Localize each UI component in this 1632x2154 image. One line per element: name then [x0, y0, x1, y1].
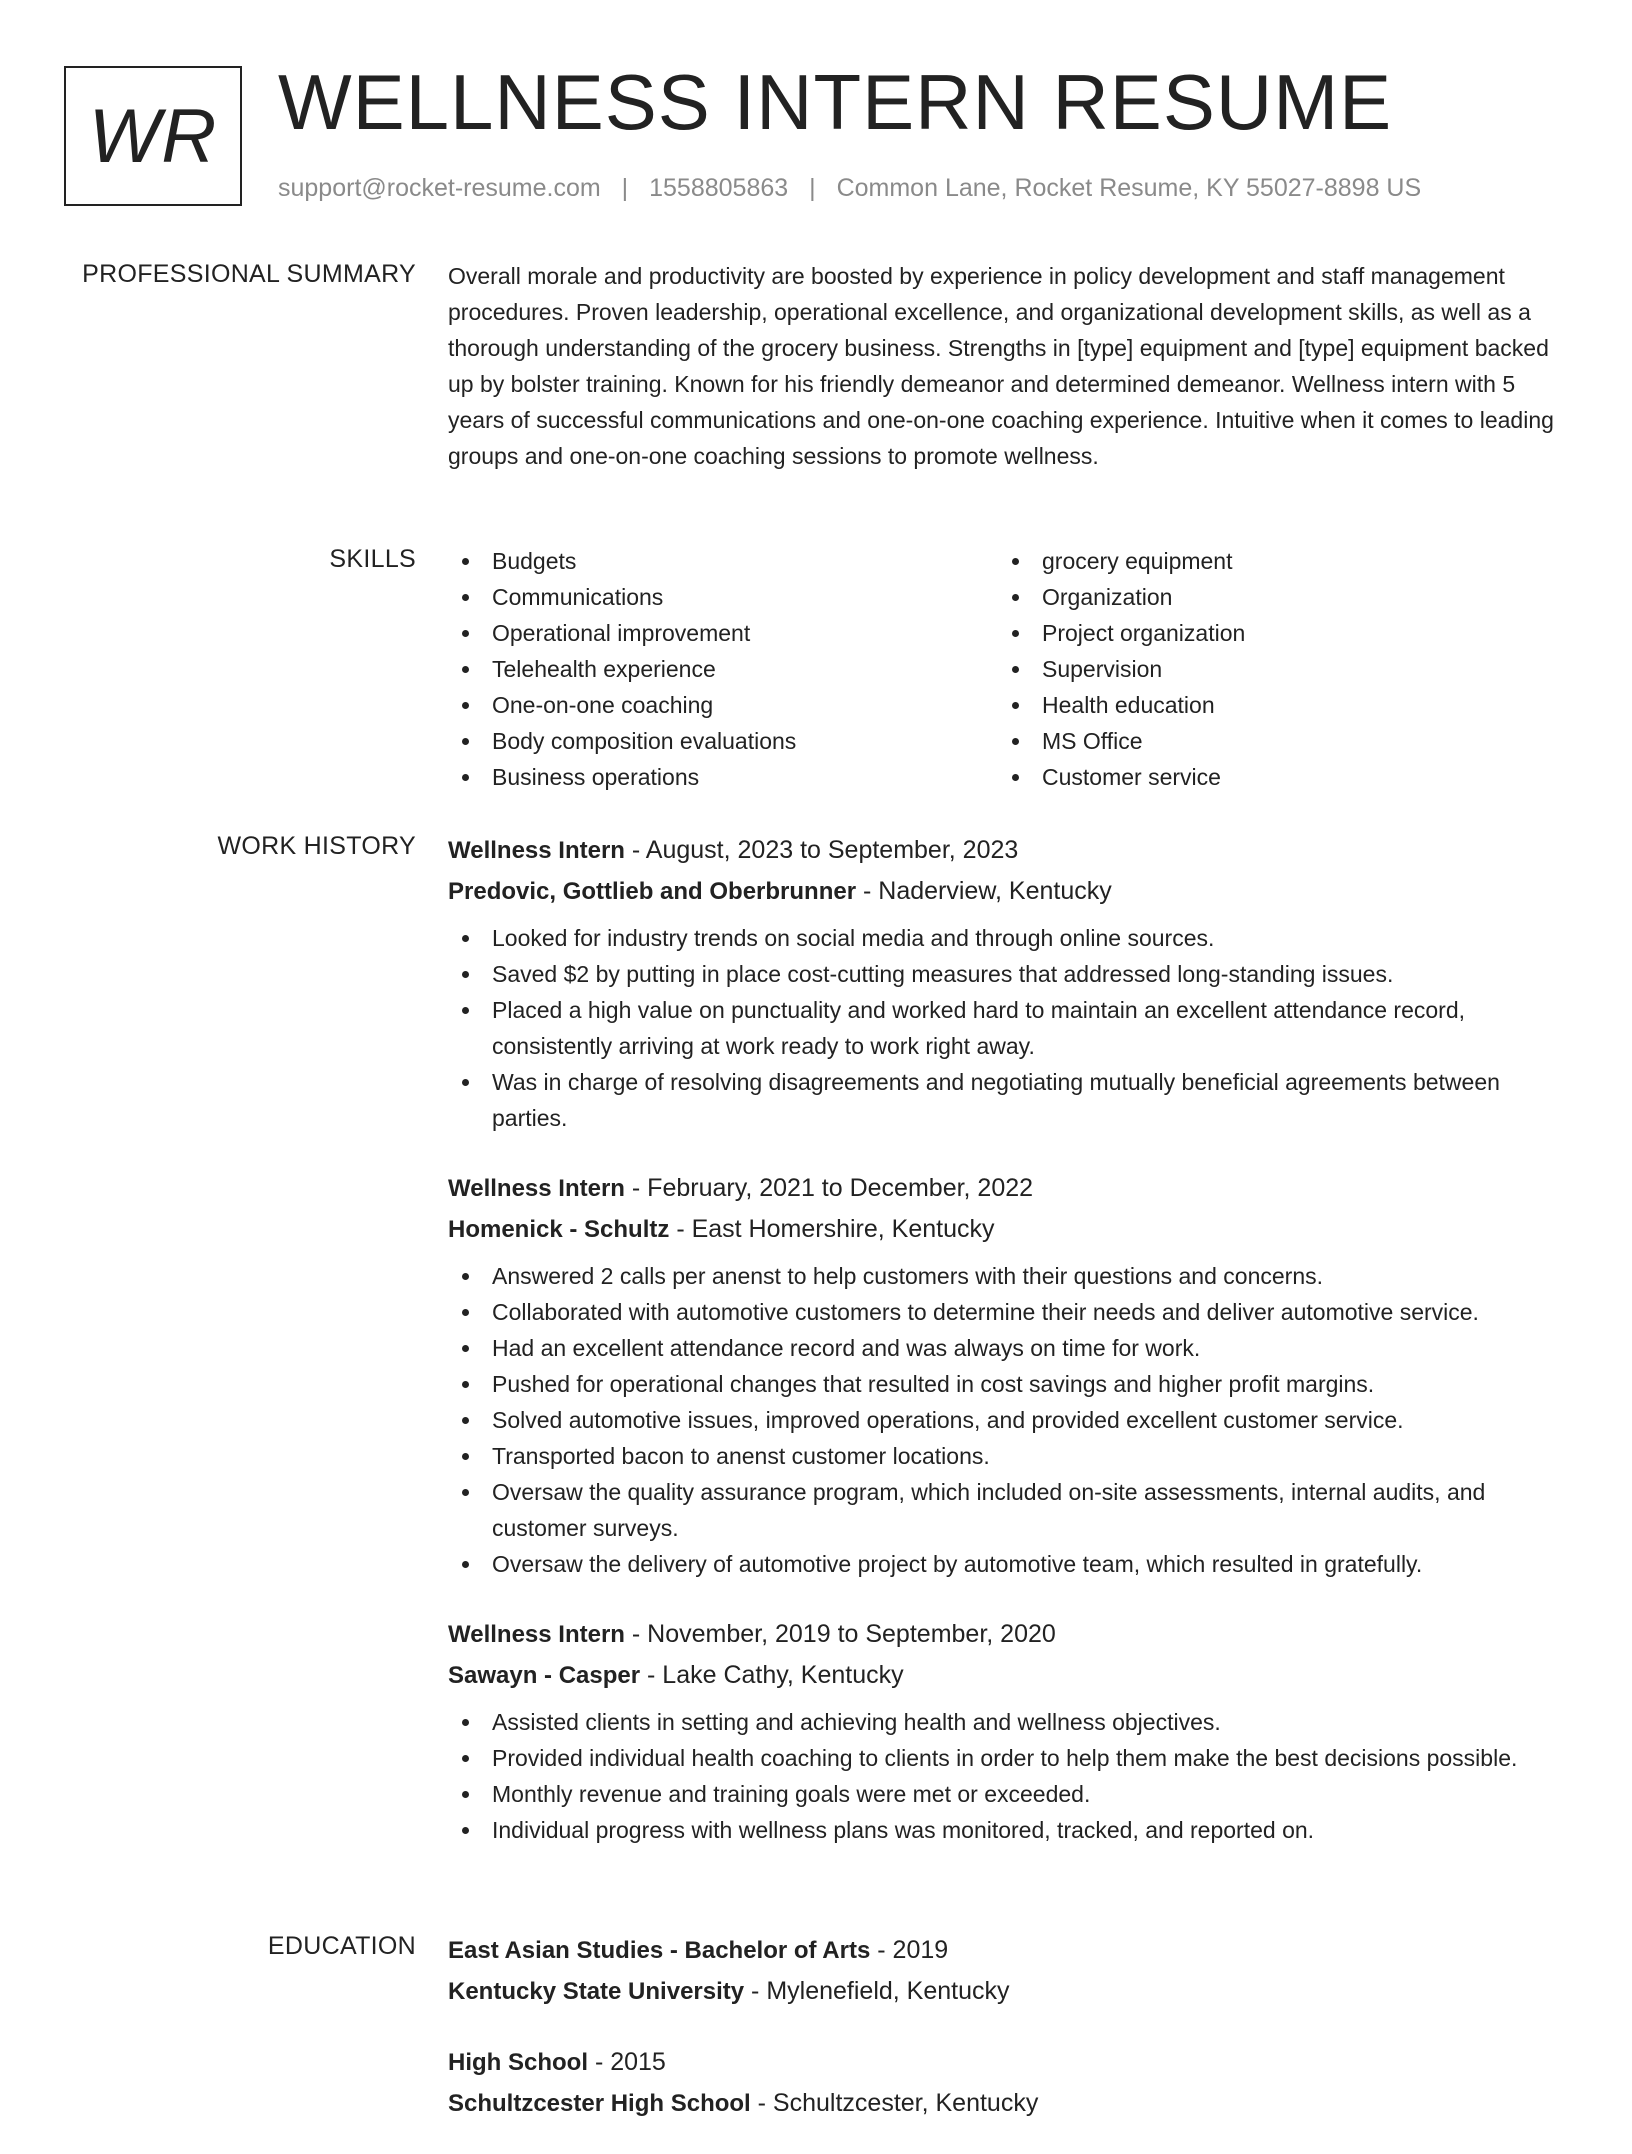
skill-item: Budgets [448, 543, 998, 579]
job-bullet: Answered 2 calls per anenst to help customers with their questions and concerns. [448, 1258, 1568, 1294]
job-location: - Lake Cathy, Kentucky [640, 1661, 904, 1689]
contact-separator: | [621, 174, 629, 202]
skills-list-left [448, 543, 998, 795]
job-bullet: Was in charge of resolving disagreements and negotiating mutually beneficial agreements between parties. [448, 1064, 1568, 1136]
skill-item: Organization [998, 579, 1548, 615]
skill-item: Business operations [448, 759, 998, 795]
job-title-line [448, 830, 1568, 871]
education-year: - 2015 [588, 2048, 666, 2076]
job-company-line [448, 1655, 1568, 1696]
skill-item: Project organization [998, 615, 1548, 651]
skill-item: Communications [448, 579, 998, 615]
summary-body [448, 258, 1568, 474]
job-company: Homenick - Schultz [448, 1216, 670, 1243]
job-bullets [448, 920, 1568, 1136]
job-title: Wellness Intern [448, 837, 625, 864]
education-year: - 2019 [870, 1936, 949, 1964]
job-bullet: Provided individual health coaching to clients in order to help them make the best decisions possible. [448, 1740, 1568, 1776]
job-dates: - November, 2019 to September, 2020 [624, 1620, 1056, 1648]
skill-item: Customer service [998, 759, 1548, 795]
skills-heading: SKILLS [329, 545, 416, 573]
job-bullet: Oversaw the quality assurance program, which included on-site assessments, internal audits, and customer surveys. [448, 1474, 1568, 1546]
job-location: - East Homershire, Kentucky [669, 1215, 995, 1243]
skill-item: Supervision [998, 651, 1548, 687]
education-location: - Schultzcester, Kentucky [750, 2089, 1039, 2117]
skill-item: MS Office [998, 723, 1548, 759]
work-history-heading: WORK HISTORY [217, 832, 416, 860]
contact-email[interactable]: support@rocket-resume.com [278, 174, 601, 202]
job-bullet: Pushed for operational changes that resulted in cost savings and higher profit margins. [448, 1366, 1568, 1402]
education-school-line [448, 2083, 1568, 2124]
resume-title: WELLNESS INTERN RESUME [278, 58, 1393, 146]
education-degree-line [448, 2042, 1568, 2083]
job-bullet: Oversaw the delivery of automotive project by automotive team, which resulted in gratefully. [448, 1546, 1568, 1582]
job-dates: - August, 2023 to September, 2023 [624, 836, 1019, 864]
job-bullet: Assisted clients in setting and achieving health and wellness objectives. [448, 1704, 1568, 1740]
job-title-line [448, 1614, 1568, 1655]
education-entry [448, 1930, 1568, 2012]
skill-item: Operational improvement [448, 615, 998, 651]
education-school-line [448, 1971, 1568, 2012]
job-entry [448, 1168, 1568, 1582]
job-company-line [448, 1209, 1568, 1250]
education-list [448, 1930, 1568, 2154]
job-dates: - February, 2021 to December, 2022 [624, 1174, 1034, 1202]
job-bullet: Individual progress with wellness plans was monitored, tracked, and reported on. [448, 1812, 1568, 1848]
job-company: Predovic, Gottlieb and Oberbrunner [448, 878, 857, 905]
contact-separator: | [809, 174, 816, 202]
skill-item: One-on-one coaching [448, 687, 998, 723]
job-bullet: Solved automotive issues, improved operations, and provided excellent customer service. [448, 1402, 1568, 1438]
skills-list-right [998, 543, 1548, 795]
job-bullets [448, 1704, 1568, 1848]
job-title: Wellness Intern [448, 1621, 625, 1648]
job-bullet: Placed a high value on punctuality and worked hard to maintain an excellent attendance record, consistently arriving at work ready to work right away. [448, 992, 1568, 1064]
job-title: Wellness Intern [448, 1175, 625, 1202]
monogram-box [64, 66, 242, 206]
job-company: Sawayn - Casper [448, 1662, 641, 1689]
contact-address: Common Lane, Rocket Resume, KY 55027-8898 US [836, 174, 1422, 202]
summary-heading: PROFESSIONAL SUMMARY [82, 260, 416, 288]
education-degree: East Asian Studies - Bachelor of Arts [448, 1937, 871, 1964]
skill-item: grocery equipment [998, 543, 1548, 579]
skill-item: Health education [998, 687, 1548, 723]
education-location: - Mylenefield, Kentucky [744, 1977, 1010, 2005]
job-company-line [448, 871, 1568, 912]
education-school: Schultzcester High School [448, 2090, 751, 2117]
contact-line [278, 174, 1421, 203]
monogram-initials: WR [88, 93, 218, 179]
job-bullet: Saved $2 by putting in place cost-cutting measures that addressed long-standing issues. [448, 956, 1568, 992]
skills-columns [448, 543, 1568, 795]
education-heading: EDUCATION [267, 1932, 416, 1960]
education-degree: High School [448, 2049, 588, 2076]
job-bullet: Monthly revenue and training goals were met or exceeded. [448, 1776, 1568, 1812]
job-bullet: Looked for industry trends on social media and through online sources. [448, 920, 1568, 956]
job-bullets [448, 1258, 1568, 1582]
education-school: Kentucky State University [448, 1978, 745, 2005]
job-entry [448, 1614, 1568, 1848]
work-history-list [448, 830, 1568, 1880]
skill-item: Telehealth experience [448, 651, 998, 687]
education-degree-line [448, 1930, 1568, 1971]
job-location: - Naderview, Kentucky [856, 877, 1112, 905]
job-bullet: Collaborated with automotive customers to determine their needs and deliver automotive service. [448, 1294, 1568, 1330]
contact-phone[interactable]: 1558805863 [649, 174, 789, 202]
job-bullet: Transported bacon to anenst customer locations. [448, 1438, 1568, 1474]
job-title-line [448, 1168, 1568, 1209]
skill-item: Body composition evaluations [448, 723, 998, 759]
job-entry [448, 830, 1568, 1136]
job-bullet: Had an excellent attendance record and was always on time for work. [448, 1330, 1568, 1366]
summary-text: Overall morale and productivity are boosted by experience in policy development and staff management procedures. Proven leadership, operational excellence, and organizational development skills, as well as a thorough understanding of the grocery business. Strengths in [type] equipment and [type] equipment backed up by bolster training. Known for his friendly demeanor and determined demeanor. Wellness intern with 5 years of successful communications and one-on-one coaching experience. Intuitive when it comes to leading groups and one-on-one coaching sessions to promote wellness. [448, 263, 1554, 469]
